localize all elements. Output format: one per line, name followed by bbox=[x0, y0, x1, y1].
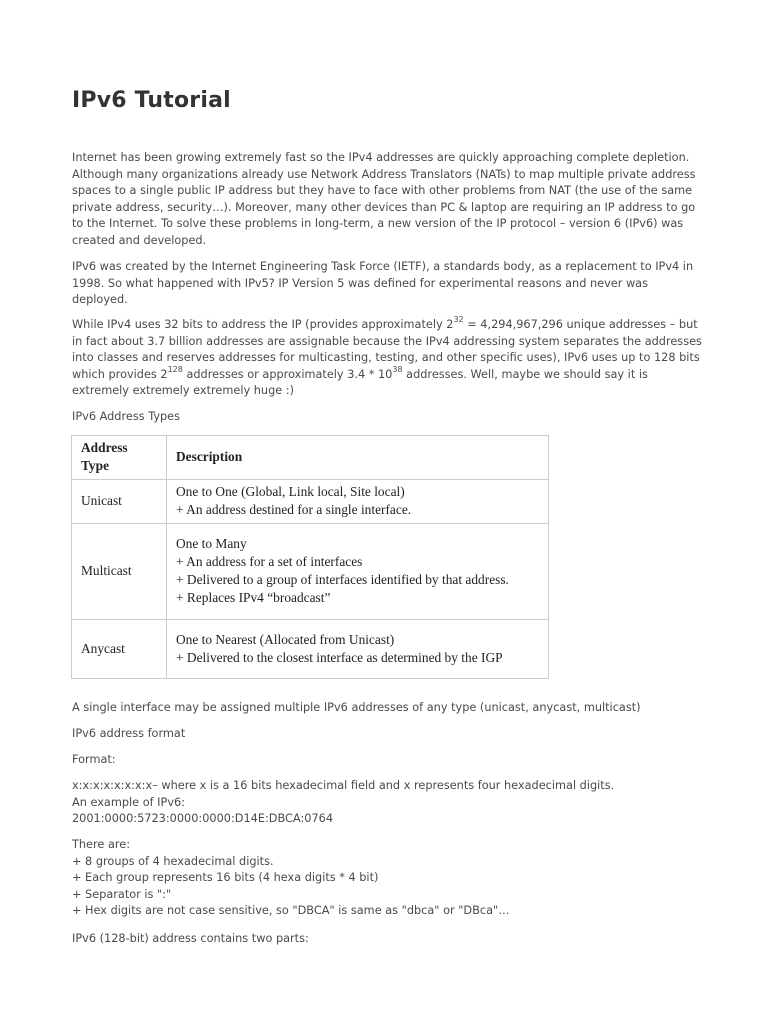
bits-text-3: addresses or approximately 3.4 * 10 bbox=[182, 367, 393, 381]
table-row bbox=[72, 480, 549, 524]
list-item: There are: bbox=[72, 838, 131, 851]
address-bits-paragraph bbox=[72, 317, 704, 400]
table-row bbox=[72, 524, 549, 620]
single-interface-paragraph: A single interface may be assigned multiple IPv6 addresses of any type (unicast, anycast, multicast) bbox=[72, 701, 641, 714]
there-are-list bbox=[72, 837, 704, 920]
format-line: An example of IPv6: bbox=[72, 795, 185, 809]
list-item: + 8 groups of 4 hexadecimal digits. bbox=[72, 854, 274, 868]
row-description-anycast bbox=[167, 620, 549, 679]
description-line: One to Nearest (Allocated from Unicast) bbox=[176, 631, 395, 647]
two-parts-paragraph: IPv6 (128-bit) address contains two parts: bbox=[72, 932, 309, 945]
address-format-heading: IPv6 address format bbox=[72, 727, 186, 740]
description-line: + An address destined for a single interface. bbox=[176, 502, 412, 517]
list-item: + Separator is ":" bbox=[72, 887, 172, 901]
row-type-multicast: Multicast bbox=[72, 524, 167, 620]
bits-superscript-128: 128 bbox=[167, 364, 183, 374]
history-paragraph: IPv6 was created by the Internet Engineering Task Force (IETF), a standards body, as a replacement to IPv4 in 1998. So what happened with IPv5? IP Version 5 was defined for experimental reasons and never was deployed. bbox=[72, 260, 694, 306]
page-title: IPv6 Tutorial bbox=[72, 88, 231, 113]
bits-text-1: While IPv4 uses 32 bits to address the IP (provides approximately 2 bbox=[72, 318, 454, 331]
description-line: + An address for a set of interfaces bbox=[176, 554, 363, 569]
table-row bbox=[72, 620, 549, 679]
bits-text-4: addresses. Well, maybe we should say it is extremely extremely extremely huge :) bbox=[72, 367, 648, 397]
header-address-type: Address Type bbox=[72, 436, 167, 480]
row-type-anycast: Anycast bbox=[72, 620, 167, 679]
description-line: + Replaces IPv4 “broadcast” bbox=[176, 590, 331, 605]
description-line: One to Many bbox=[176, 536, 247, 551]
description-line: One to One (Global, Link local, Site local) bbox=[176, 484, 405, 499]
table-header-row bbox=[72, 436, 549, 480]
bits-superscript-32: 32 bbox=[453, 315, 464, 325]
row-description-multicast bbox=[167, 524, 549, 620]
row-description-unicast bbox=[167, 480, 549, 524]
address-types-table bbox=[71, 435, 549, 679]
format-line: x:x:x:x:x:x:x:x– where x is a 16 bits hexadecimal field and x represents four hexadecimal digits. bbox=[72, 779, 615, 792]
row-type-unicast: Unicast bbox=[72, 480, 167, 524]
bits-superscript-38: 38 bbox=[392, 364, 403, 374]
bits-text-2: = 4,294,967,296 unique addresses – but in fact about 3.7 billion addresses are assignable because the IPv4 addressing system separates the addresses into classes and reserves addresses for multicasting, testing, and other specific uses), IPv6 uses up to 128 bits which provides 2 bbox=[72, 318, 702, 381]
address-types-heading: IPv6 Address Types bbox=[72, 410, 181, 423]
description-line: + Delivered to a group of interfaces identified by that address. bbox=[176, 572, 509, 587]
format-label: Format: bbox=[72, 753, 116, 766]
list-item: + Each group represents 16 bits (4 hexa digits * 4 bit) bbox=[72, 871, 379, 884]
format-block bbox=[72, 778, 704, 828]
header-description: Description bbox=[167, 436, 549, 480]
list-item: + Hex digits are not case sensitive, so "DBCA" is same as "dbca" or "DBca"… bbox=[72, 904, 510, 917]
intro-paragraph: Internet has been growing extremely fast so the IPv4 addresses are quickly approaching complete depletion. Although many organizations already use Network Address Translators (NATs) to map multiple private address spaces to a single public IP address but they have to face with other problems from NAT (the use of the same private address, security…). Moreover, many other devices than PC & laptop are requiring an IP address to go to the Internet. To solve these problems in long-term, a new version of the IP protocol – version 6 (IPv6) was created and developed. bbox=[72, 151, 696, 247]
format-line: 2001:0000:5723:0000:0000:D14E:DBCA:0764 bbox=[72, 812, 334, 825]
description-line: + Delivered to the closest interface as determined by the IGP bbox=[176, 649, 503, 665]
